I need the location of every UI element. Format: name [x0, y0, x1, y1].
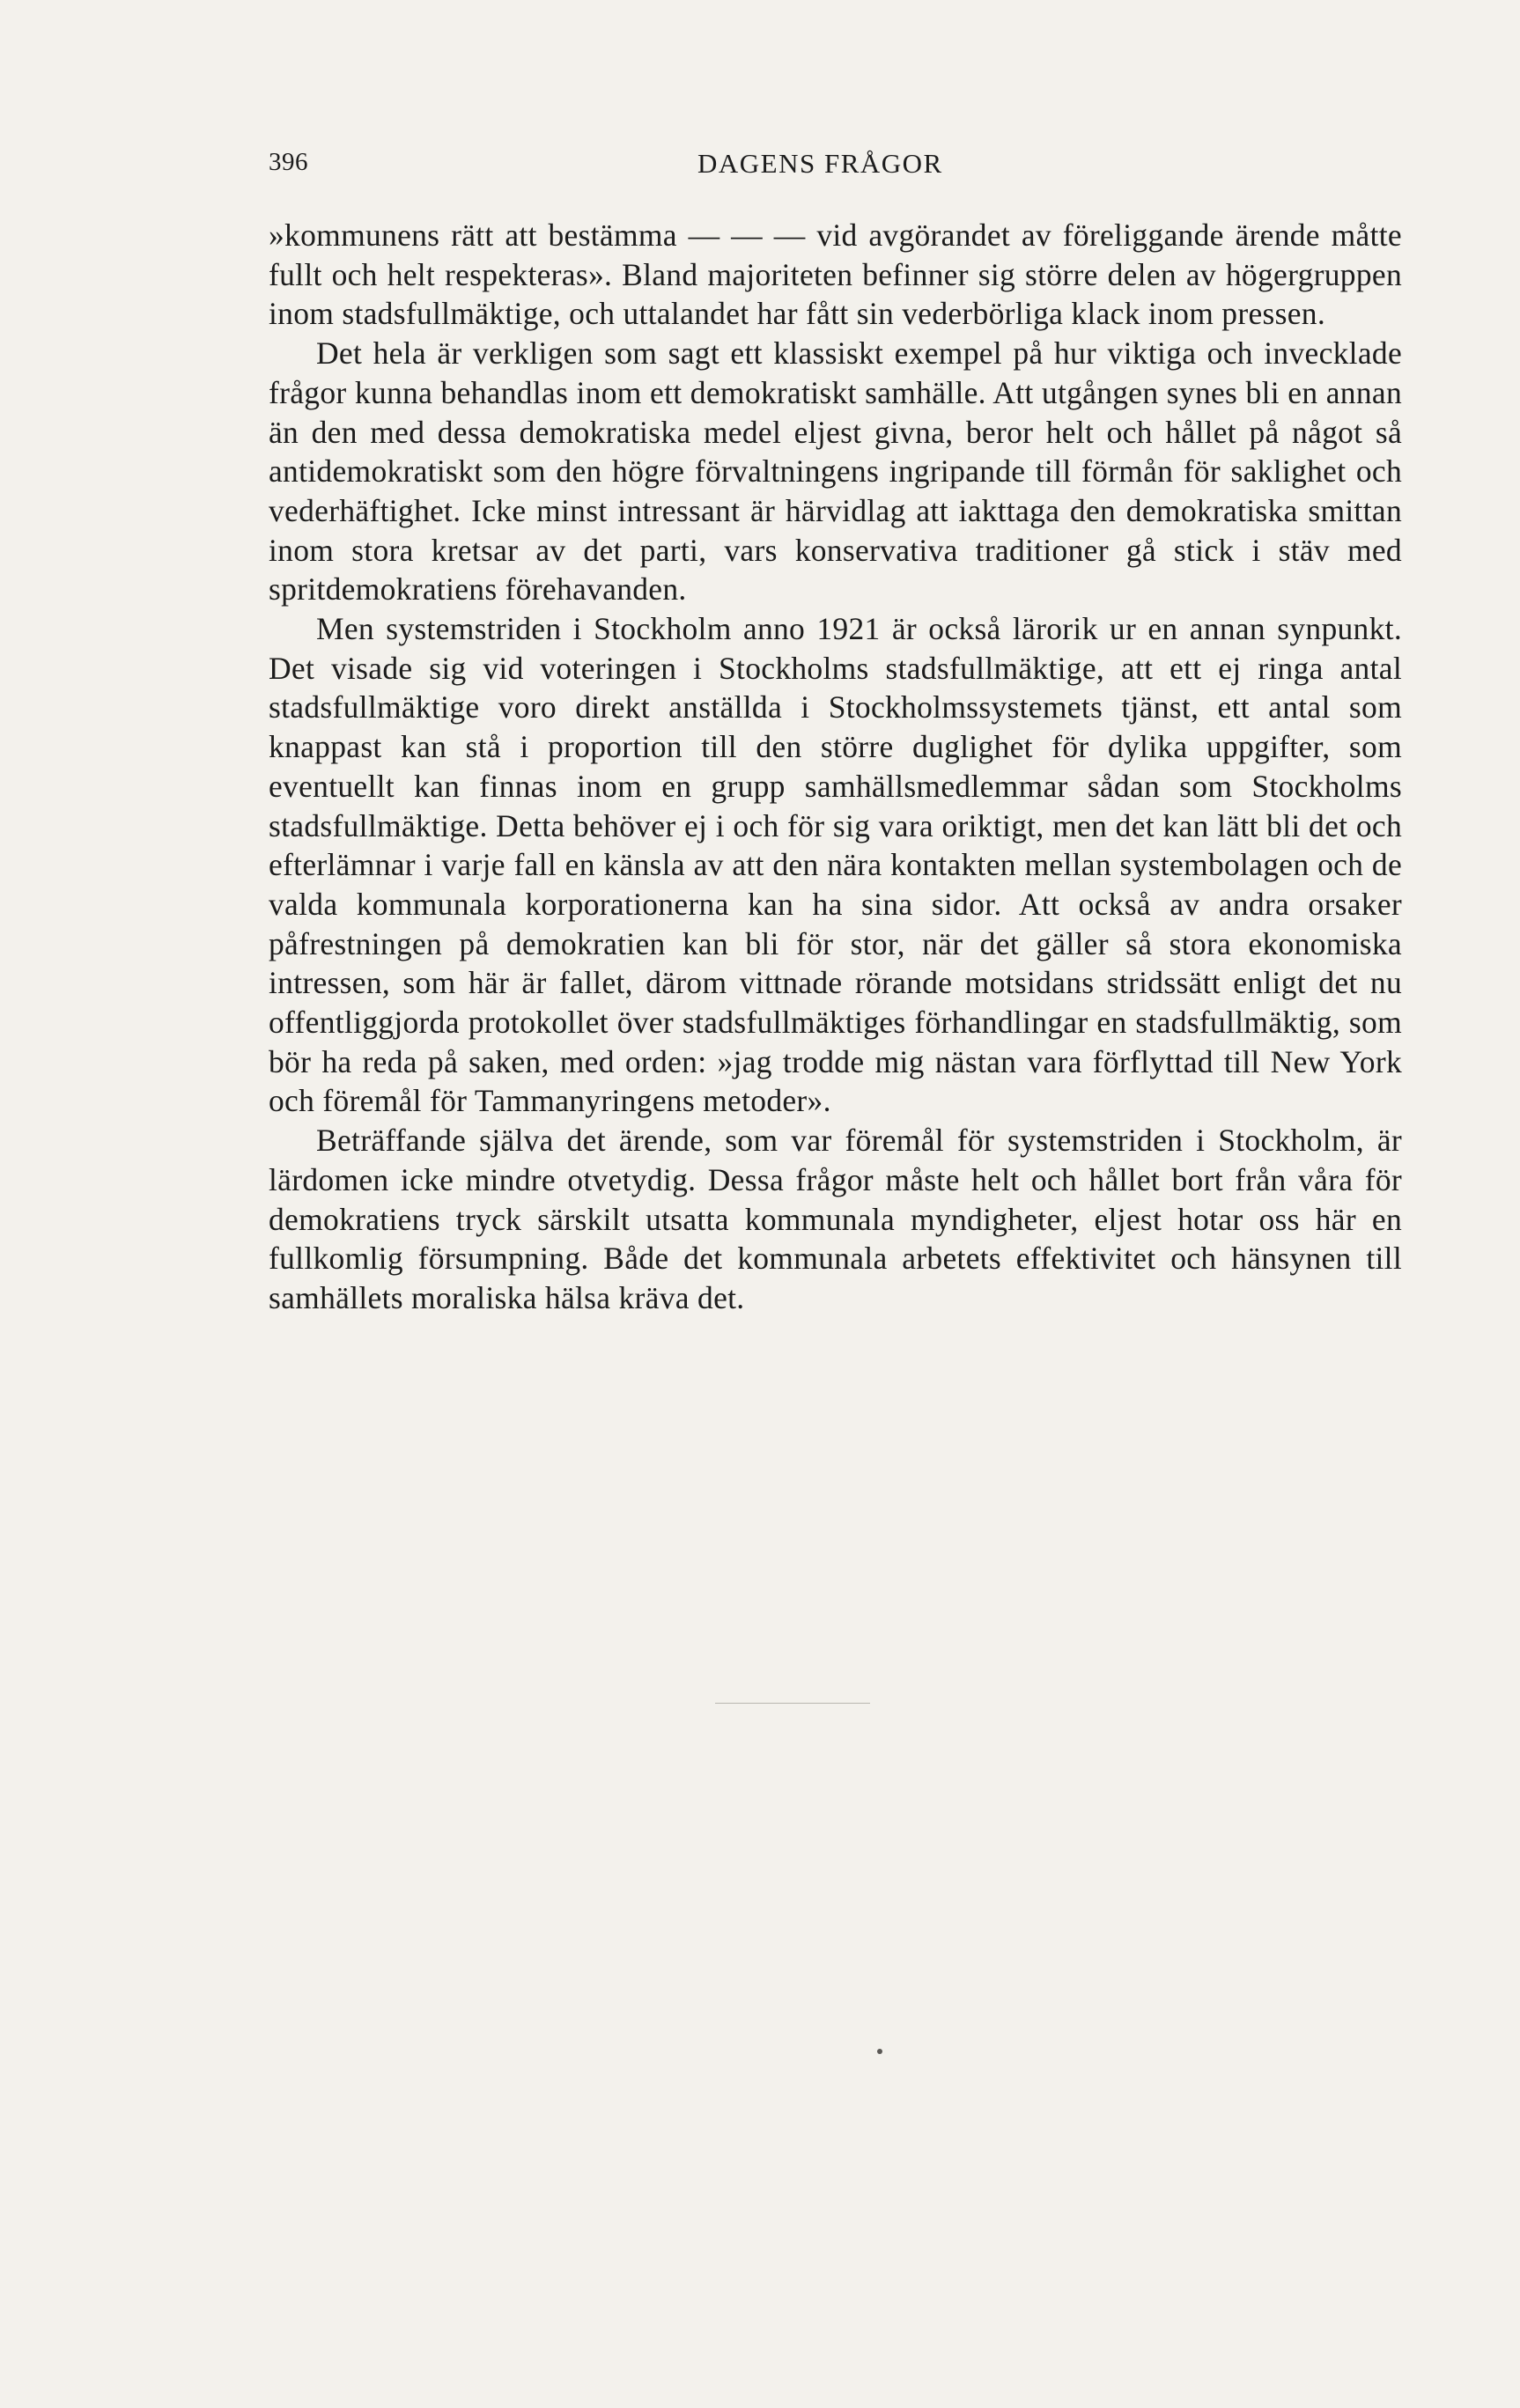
page-number: 396: [269, 148, 308, 176]
body-text: [269, 216, 1402, 1318]
paragraph-1: »kommunens rätt att bestämma — — — vid avgörandet av föreliggande ärende måtte fullt och helt respekteras». Bland majoriteten befinner sig större delen av högergruppen inom stadsfullmäktige, och uttalandet har fått sin vederbörliga klack inom pressen.: [269, 217, 1402, 332]
paragraph-3: Men systemstriden i Stockholm anno 1921 är också lärorik ur en annan synpunkt. Det visade sig vid voteringen i Stockholms stadsfullmäktige, att ett ej ringa antal stadsfullmäktige voro direkt anställda i Stockholmssystemets tjänst, ett antal som knappast kan stå i proportion till den större duglighet för dylika uppgifter, som eventuellt kan finnas inom en grupp samhällsmedlemmar sådan som Stockholms stadsfullmäktige. Detta behöver ej i och för sig vara oriktigt, men det kan lätt bli det och efterlämnar i varje fall en känsla av att den nära kontakten mellan systembolagen och de valda kommunala korporationerna kan ha sina sidor. Att också av andra orsaker påfrestningen på demokratien kan bli för stor, när det gäller så stora ekonomiska intressen, som här är fallet, därom vittnade rörande motsidans stridssätt enligt det nu offentliggjorda protokollet över stadsfullmäktiges förhandlingar en stadsfullmäktig, som bör ha reda på saken, med orden: »jag trodde mig nästan vara förflyttad till New York och föremål för Tammanyringens metoder».: [269, 611, 1402, 1119]
paragraph-4: Beträffande själva det ärende, som var föremål för systemstriden i Stockholm, är lärdomen icke mindre otvetydig. Dessa frågor måste helt och hållet bort från våra för demokratiens tryck särskilt utsatta kommunala myndigheter, eljest hotar oss här en fullkomlig försumpning. Både det kommunala arbetets effektivitet och hänsynen till samhällets moraliska hälsa kräva det.: [269, 1123, 1402, 1315]
paragraph-2: Det hela är verkligen som sagt ett klassiskt exempel på hur viktiga och invecklade frågor kunna behandlas inom ett demokratiskt samhälle. Att utgången synes bli en annan än den med dessa demokratiska medel eljest givna, beror helt och hållet på något så antidemokratiskt som den högre förvaltningens ingripande till förmån för saklighet och vederhäftighet. Icke minst intressant är härvidlag att iakttaga den demokratiska smittan inom stora kretsar av det parti, vars konservativa traditioner gå stick i stäv med spritdemokratiens förehavanden.: [269, 335, 1402, 608]
page-header: [269, 148, 1402, 192]
ink-speck: [877, 2049, 882, 2054]
footer-divider: [715, 1703, 870, 1704]
running-title: DAGENS FRÅGOR: [697, 148, 943, 179]
